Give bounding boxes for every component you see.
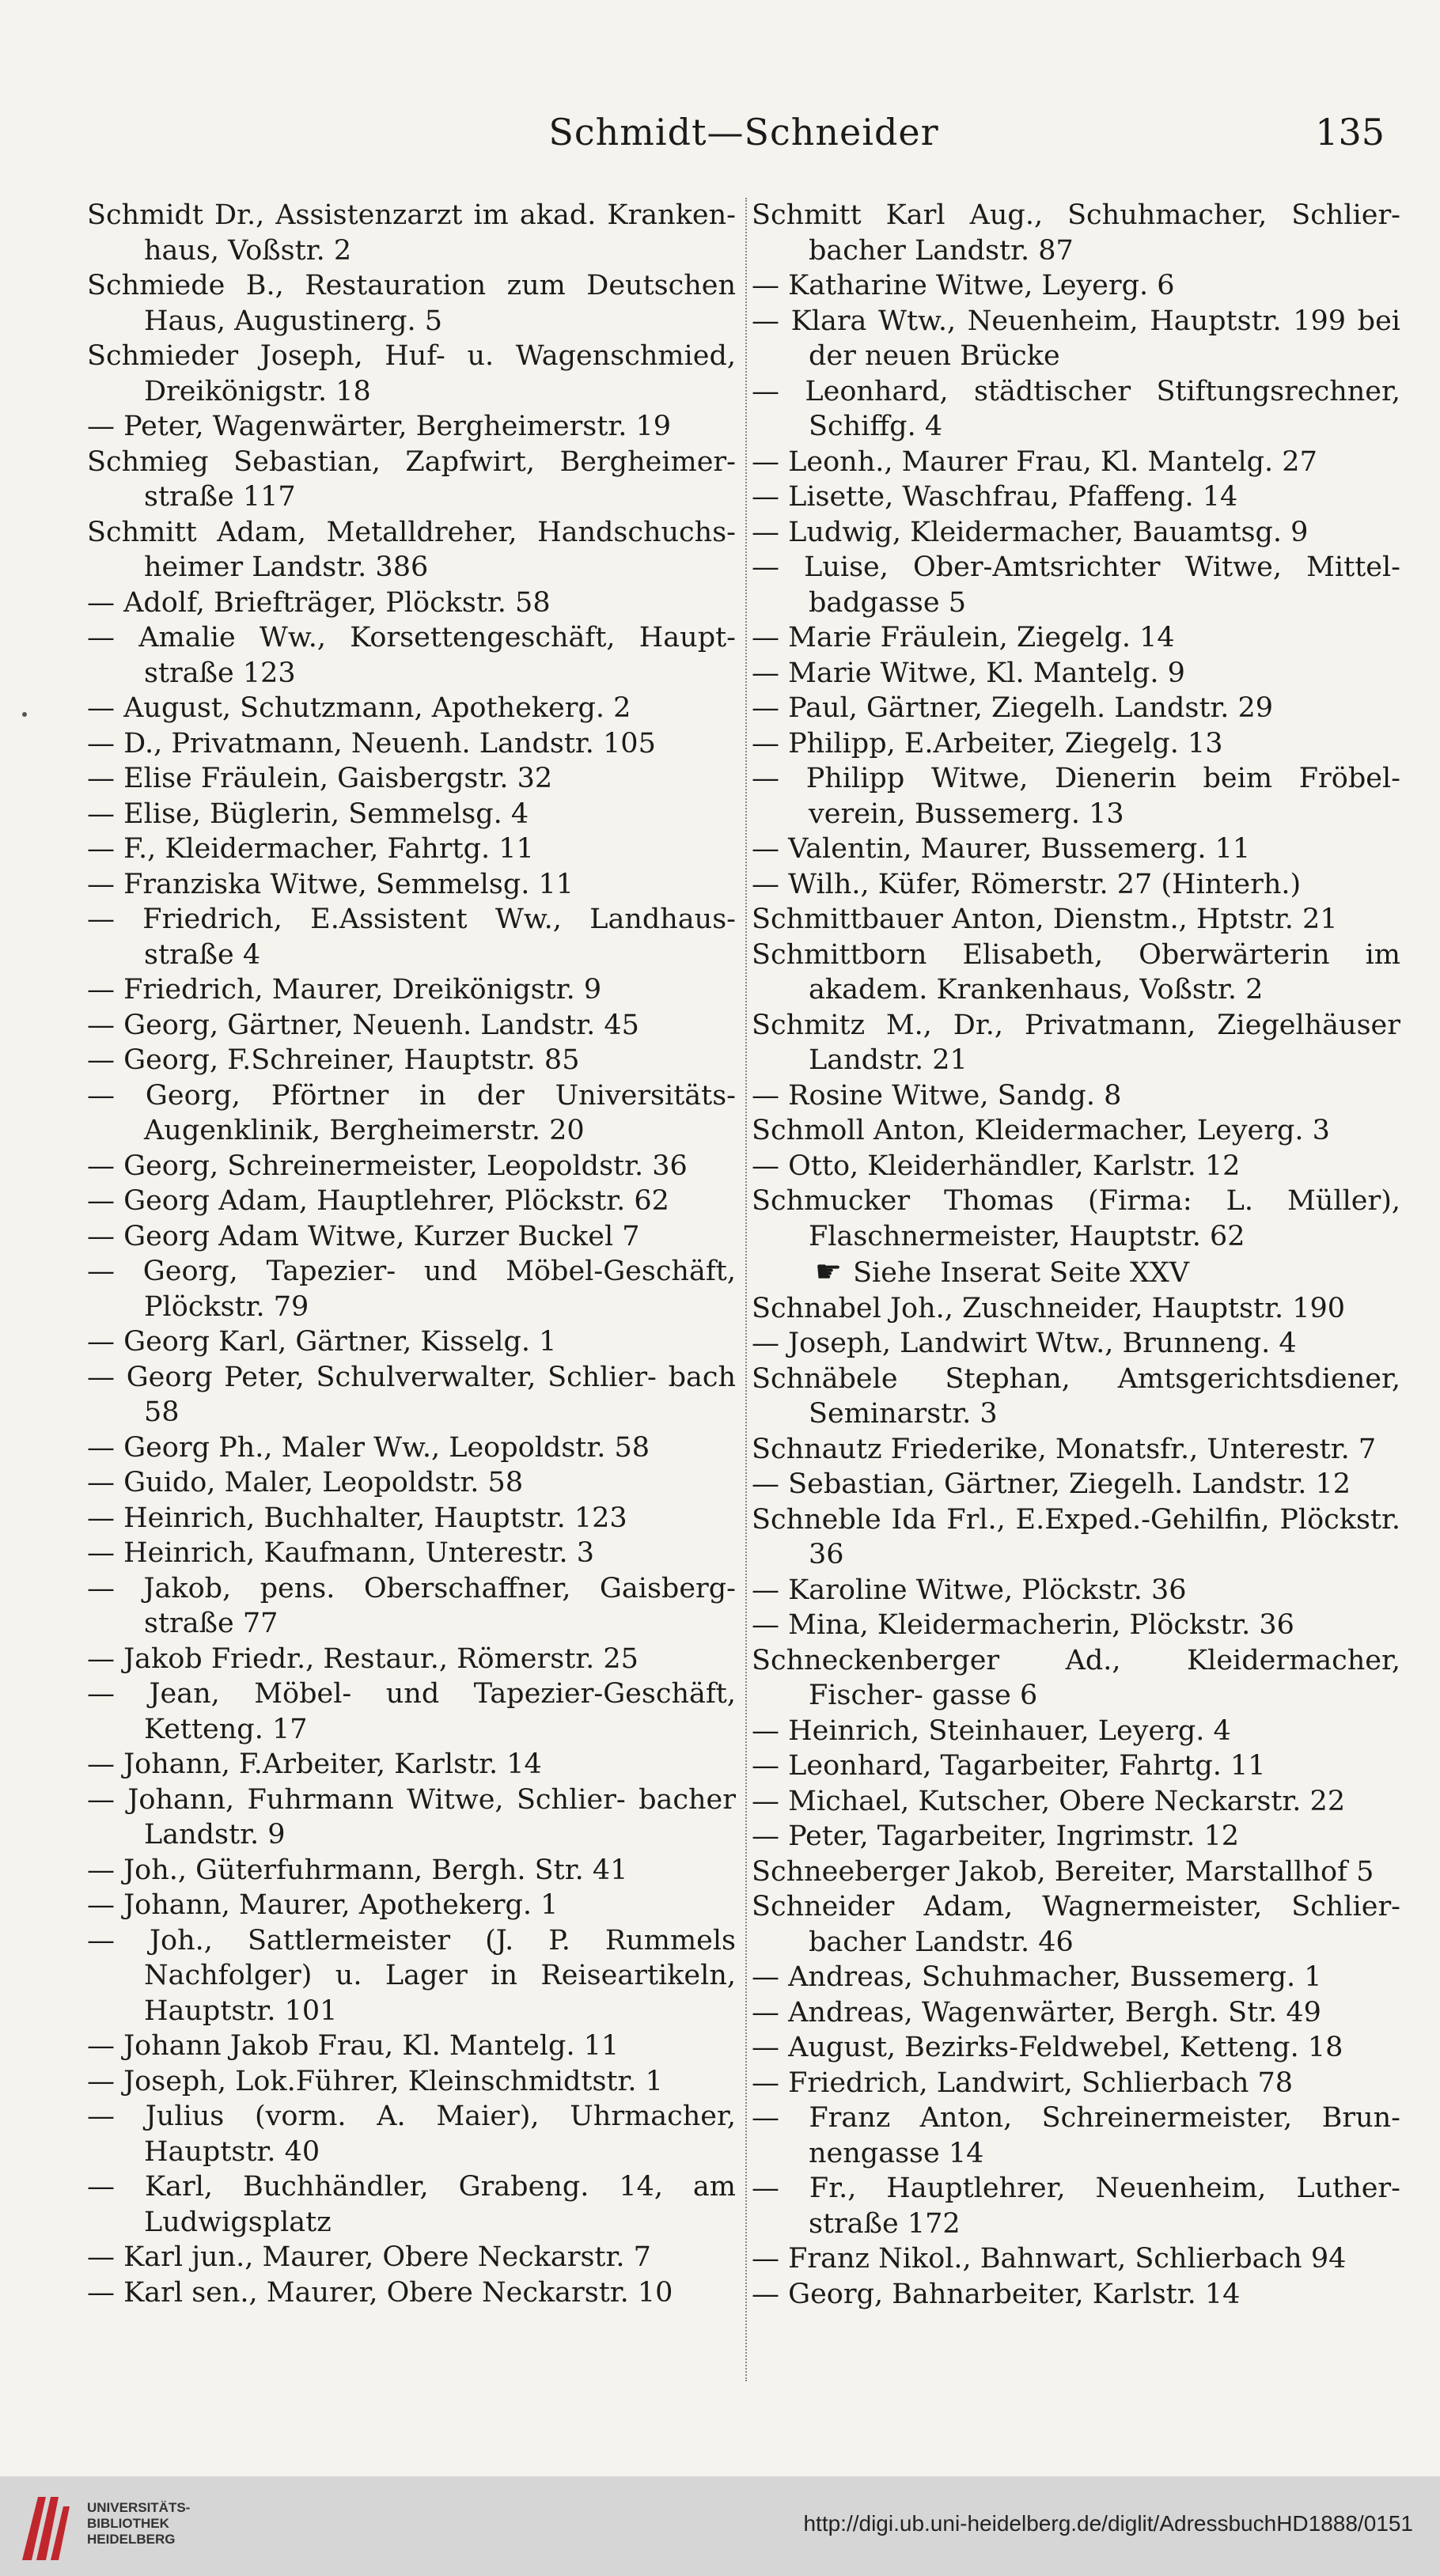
- directory-entry: — Karl sen., Maurer, Obere Neckarstr. 10: [87, 2276, 673, 2309]
- directory-entry: — Ludwig, Kleidermacher, Bauamtsg. 9: [752, 516, 1309, 548]
- library-name-line: UNIVERSITÄTS-: [87, 2500, 191, 2515]
- directory-entry: — Leonhard, städtischer Stiftungsrechner, Schiffg. 4: [752, 375, 1400, 442]
- directory-entry: — Karl jun., Maurer, Obere Neckarstr. 7: [87, 2241, 651, 2273]
- directory-entry: Schmitt Karl Aug., Schuhmacher, Schlier- bacher Landstr. 87: [752, 199, 1400, 267]
- directory-entry: — Jakob, pens. Oberschaffner, Gaisberg- straße 77: [87, 1572, 736, 1639]
- directory-entry: — Elise, Büglerin, Semmelsg. 4: [87, 797, 529, 830]
- library-name: [87, 2500, 190, 2548]
- advertisement-reference: Siehe Inserat Seite XXV: [853, 1257, 1190, 1289]
- directory-entry: — Franziska Witwe, Semmelsg. 11: [87, 868, 574, 900]
- directory-entry: — Julius (vorm. A. Maier), Uhrmacher, Hauptstr. 40: [87, 2101, 736, 2168]
- directory-entry: — Jean, Möbel- und Tapezier-Geschäft, Ketteng. 17: [87, 1678, 736, 1745]
- left-column: [87, 198, 736, 2310]
- directory-entry: — Paul, Gärtner, Ziegelh. Landstr. 29: [752, 692, 1274, 724]
- library-name-line: BIBLIOTHEK: [87, 2516, 169, 2531]
- directory-entry: Schmieder Joseph, Huf- u. Wagenschmied, Dreikönigstr. 18: [87, 340, 736, 407]
- directory-entry: — Guido, Maler, Leopoldstr. 58: [87, 1467, 524, 1498]
- directory-entry: — Peter, Tagarbeiter, Ingrimstr. 12: [752, 1820, 1240, 1852]
- directory-entry: — Friedrich, E.Assistent Ww., Landhaus- straße 4: [87, 903, 736, 971]
- directory-entry: — Michael, Kutscher, Obere Neckarstr. 22: [752, 1785, 1346, 1817]
- source-url-link[interactable]: http://digi.ub.uni-heidelberg.de/diglit/AdressbuchHD1888/0151: [803, 2511, 1413, 2536]
- directory-entry: Schmittbauer Anton, Dienstm., Hptstr. 21: [752, 903, 1338, 935]
- directory-entry: — Andreas, Wagenwärter, Bergh. Str. 49: [752, 1996, 1321, 2029]
- directory-entry: — Friedrich, Maurer, Dreikönigstr. 9: [87, 974, 602, 1006]
- directory-entry: — Marie Witwe, Kl. Mantelg. 9: [752, 657, 1185, 689]
- directory-entry: — D., Privatmann, Neuenh. Landstr. 105: [87, 727, 656, 760]
- library-name-line: HEIDELBERG: [87, 2532, 176, 2547]
- scan-speck: [22, 712, 27, 717]
- directory-entry: — Johann, F.Arbeiter, Karlstr. 14: [87, 1748, 542, 1780]
- directory-entry: — Mina, Kleidermacherin, Plöckstr. 36: [752, 1609, 1294, 1641]
- directory-entry: — August, Bezirks-Feldwebel, Ketteng. 18: [752, 2032, 1343, 2063]
- directory-entry: — Georg Peter, Schulverwalter, Schlier- bach 58: [87, 1361, 736, 1428]
- directory-entry: — Joh., Güterfuhrmann, Bergh. Str. 41: [87, 1854, 628, 1886]
- directory-entry: — Luise, Ober-Amtsrichter Witwe, Mittel- badgasse 5: [752, 551, 1400, 619]
- pointing-hand-icon: ☛: [815, 1254, 843, 1289]
- directory-entry: — Georg, Schreinermeister, Leopoldstr. 36: [87, 1150, 688, 1182]
- directory-entry: — Heinrich, Buchhalter, Hauptstr. 123: [87, 1502, 627, 1534]
- directory-entry: — Georg, F.Schreiner, Hauptstr. 85: [87, 1044, 580, 1076]
- directory-entry: Schmoll Anton, Kleidermacher, Leyerg. 3: [752, 1115, 1330, 1146]
- directory-entry: — Franz Nikol., Bahnwart, Schlierbach 94: [752, 2243, 1347, 2275]
- directory-entry: Schmidt Dr., Assistenzarzt im akad. Kranken- haus, Voßstr. 2: [87, 199, 736, 267]
- directory-entry: Schneider Adam, Wagnermeister, Schlier- bacher Landstr. 46: [752, 1891, 1400, 1958]
- directory-entry: — Philipp Witwe, Dienerin beim Fröbel- verein, Bussemerg. 13: [752, 763, 1400, 830]
- directory-entry: — Heinrich, Kaufmann, Unterestr. 3: [87, 1537, 595, 1569]
- directory-entry: Schmittborn Elisabeth, Oberwärterin im akadem. Krankenhaus, Voßstr. 2: [752, 938, 1400, 1006]
- directory-entry: — Leonh., Maurer Frau, Kl. Mantelg. 27: [752, 445, 1317, 478]
- directory-entry: — Johann Jakob Frau, Kl. Mantelg. 11: [87, 2030, 620, 2062]
- directory-entry: Schmucker Thomas (Firma: L. Müller), Flaschnermeister, Hauptstr. 62: [752, 1185, 1400, 1252]
- directory-entry: — Katharine Witwe, Leyerg. 6: [752, 270, 1175, 301]
- directory-entry: — Otto, Kleiderhändler, Karlstr. 12: [752, 1150, 1241, 1182]
- directory-entry: Schneeberger Jakob, Bereiter, Marstallhof 5: [752, 1855, 1374, 1888]
- directory-entry: — Klara Wtw., Neuenheim, Hauptstr. 199 bei der neuen Brücke: [752, 305, 1400, 372]
- directory-entry: — Leonhard, Tagarbeiter, Fahrtg. 11: [752, 1750, 1266, 1782]
- column-divider: [745, 198, 747, 2381]
- directory-entry: — Joseph, Landwirt Wtw., Brunneng. 4: [752, 1328, 1297, 1359]
- directory-entry: Schmieg Sebastian, Zapfwirt, Bergheimer- straße 117: [87, 445, 736, 513]
- directory-entry: — Peter, Wagenwärter, Bergheimerstr. 19: [87, 411, 672, 442]
- directory-entry: [752, 1254, 1400, 1291]
- directory-entry: Schmiede B., Restauration zum Deutschen Haus, Augustinerg. 5: [87, 270, 736, 337]
- directory-entry: — Rosine Witwe, Sandg. 8: [752, 1079, 1122, 1112]
- directory-entry: Schnautz Friederike, Monatsfr., Unterestr. 7: [752, 1433, 1377, 1465]
- directory-entry: — Johann, Maurer, Apothekerg. 1: [87, 1889, 559, 1921]
- directory-entry: — Elise Fräulein, Gaisbergstr. 32: [87, 763, 553, 794]
- directory-entry: — Fr., Hauptlehrer, Neuenheim, Luther- straße 172: [752, 2173, 1400, 2240]
- directory-entry: — Heinrich, Steinhauer, Leyerg. 4: [752, 1714, 1231, 1747]
- page-header: [87, 103, 1400, 166]
- directory-entry: — Georg, Gärtner, Neuenh. Landstr. 45: [87, 1009, 639, 1041]
- directory-entry: — Karl, Buchhändler, Grabeng. 14, am Ludwigsplatz: [87, 2171, 736, 2238]
- page-number: 135: [1315, 111, 1385, 153]
- directory-entry: — Georg, Bahnarbeiter, Karlstr. 14: [752, 2278, 1241, 2310]
- directory-entry: — Amalie Ww., Korsettengeschäft, Haupt- straße 123: [87, 622, 736, 689]
- directory-entry: — Georg, Tapezier- und Möbel-Geschäft, Plöckstr. 79: [87, 1256, 736, 1323]
- directory-entry: — Franz Anton, Schreinermeister, Brun- nengasse 14: [752, 2102, 1400, 2169]
- directory-entry: — Karoline Witwe, Plöckstr. 36: [752, 1574, 1187, 1606]
- directory-entry: — F., Kleidermacher, Fahrtg. 11: [87, 833, 534, 865]
- directory-entry: — Jakob Friedr., Restaur., Römerstr. 25: [87, 1642, 639, 1675]
- directory-entry: — Valentin, Maurer, Bussemerg. 11: [752, 833, 1251, 865]
- directory-entry: Schnäbele Stephan, Amtsgerichtsdiener, Seminarstr. 3: [752, 1362, 1400, 1430]
- directory-entry: — Georg, Pförtner in der Universitäts- Augenklinik, Bergheimerstr. 20: [87, 1079, 736, 1146]
- directory-entry: Schneckenberger Ad., Kleidermacher, Fischer- gasse 6: [752, 1644, 1400, 1711]
- directory-entry: — Joseph, Lok.Führer, Kleinschmidtstr. 1: [87, 2065, 663, 2097]
- running-title: Schmidt—Schneider: [548, 111, 939, 153]
- directory-entry: — Wilh., Küfer, Römerstr. 27 (Hinterh.): [752, 868, 1302, 900]
- directory-entry: — Georg Adam, Hauptlehrer, Plöckstr. 62: [87, 1185, 669, 1217]
- directory-entry: — Friedrich, Landwirt, Schlierbach 78: [752, 2066, 1294, 2099]
- directory-entry: — Andreas, Schuhmacher, Bussemerg. 1: [752, 1961, 1322, 1993]
- directory-entry: — Georg Karl, Gärtner, Kisselg. 1: [87, 1326, 557, 1358]
- directory-entry: Schmitz M., Dr., Privatmann, Ziegelhäuser Landstr. 21: [752, 1009, 1400, 1076]
- directory-entry: — Adolf, Briefträger, Plöckstr. 58: [87, 586, 551, 619]
- footer-bar: [0, 2476, 1440, 2576]
- directory-entry: Schnabel Joh., Zuschneider, Hauptstr. 190: [752, 1292, 1346, 1324]
- directory-entry: — Johann, Fuhrmann Witwe, Schlier- bacher Landstr. 9: [87, 1783, 736, 1851]
- library-logo-icon: [14, 2491, 78, 2563]
- directory-entry: Schmitt Adam, Metalldreher, Handschuchs- heimer Landstr. 386: [87, 516, 736, 583]
- directory-entry: — Georg Adam Witwe, Kurzer Buckel 7: [87, 1220, 640, 1252]
- directory-entry: — August, Schutzmann, Apothekerg. 2: [87, 692, 631, 724]
- directory-entry: — Joh., Sattlermeister (J. P. Rummels Nachfolger) u. Lager in Reiseartikeln, Hauptstr. 101: [87, 1924, 736, 2027]
- right-column: [752, 198, 1400, 2312]
- directory-entry: — Marie Fräulein, Ziegelg. 14: [752, 622, 1175, 653]
- directory-entry: — Philipp, E.Arbeiter, Ziegelg. 13: [752, 727, 1223, 760]
- directory-entry: — Lisette, Waschfrau, Pfaffeng. 14: [752, 481, 1238, 513]
- directory-entry: Schneble Ida Frl., E.Exped.-Gehilfin, Plöckstr. 36: [752, 1503, 1400, 1570]
- directory-entry: — Sebastian, Gärtner, Ziegelh. Landstr. 12: [752, 1468, 1351, 1500]
- directory-entry: — Georg Ph., Maler Ww., Leopoldstr. 58: [87, 1431, 650, 1464]
